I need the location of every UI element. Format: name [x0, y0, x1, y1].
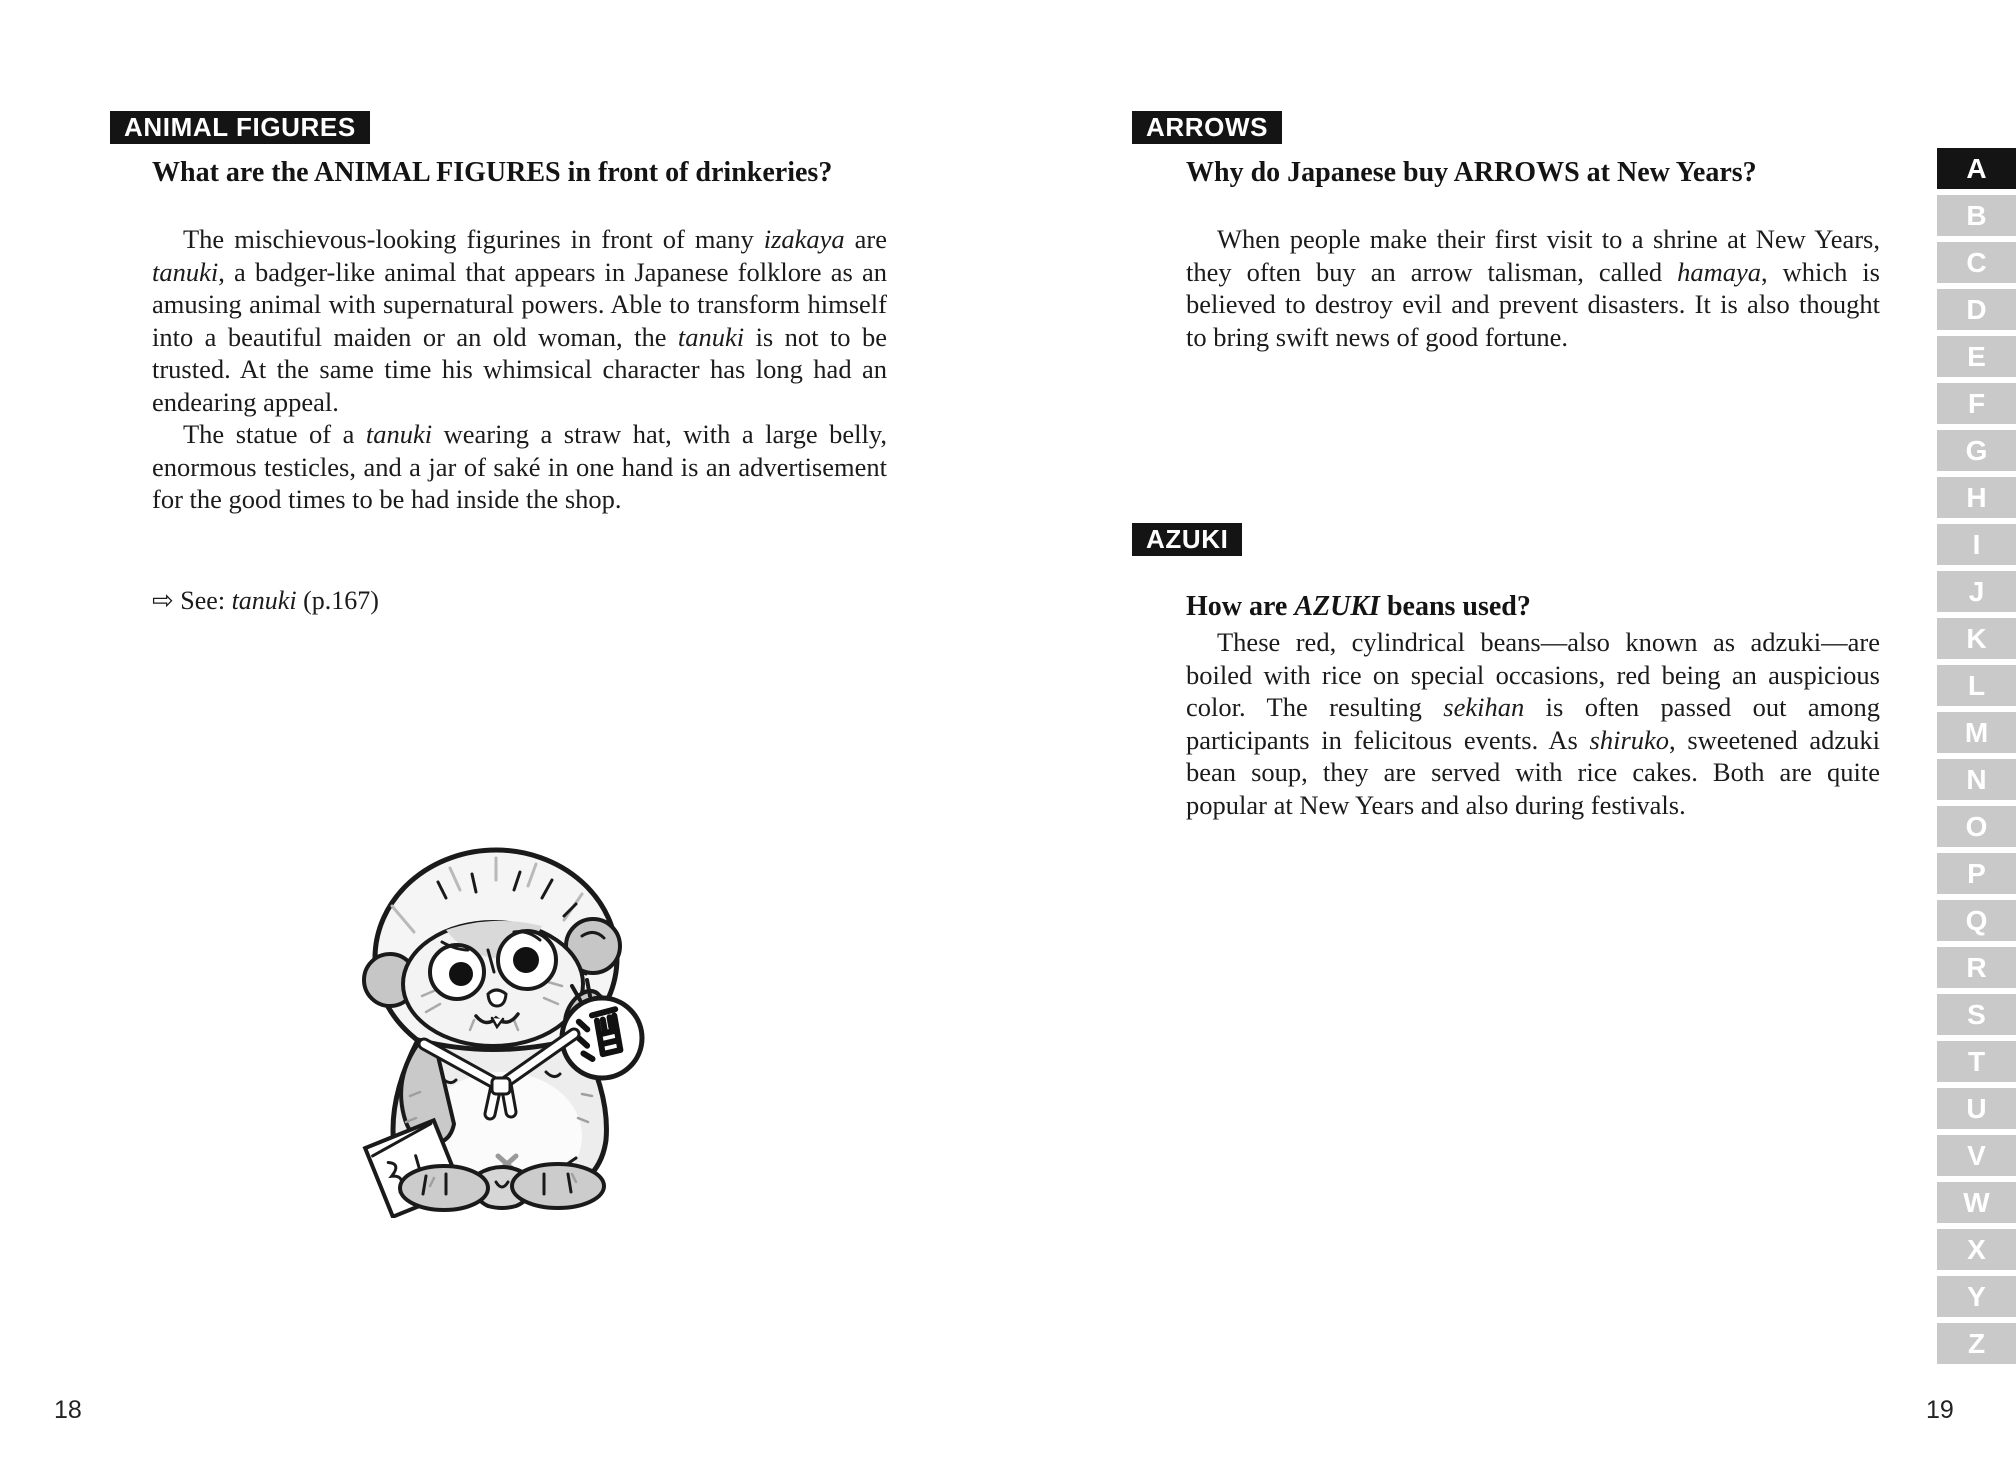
alphabet-tab-e[interactable]: E	[1937, 336, 2016, 377]
alphabet-tab-t[interactable]: T	[1937, 1041, 2016, 1082]
alphabet-tab-j[interactable]: J	[1937, 571, 2016, 612]
alphabet-tab-y[interactable]: Y	[1937, 1276, 2016, 1317]
question-animal-figures: What are the ANIMAL FIGURES in front of drinkeries?	[152, 157, 833, 188]
alphabet-tab-m[interactable]: M	[1937, 712, 2016, 753]
tanuki-illustration	[330, 846, 660, 1218]
alphabet-tab-n[interactable]: N	[1937, 759, 2016, 800]
paragraph: These red, cylindrical beans—also known as adzuki—are boiled with rice on special occasions, red being an auspicious color. The resulting sekihan is often passed out among participants in felicitous events. As shiruko, sweetened adzuki bean soup, they are served with rice cakes. Both are quite popular at New Years and also during festivals.	[1186, 627, 1880, 820]
alphabet-tab-d[interactable]: D	[1937, 289, 2016, 330]
alphabet-tab-r[interactable]: R	[1937, 947, 2016, 988]
body-animal-figures	[152, 223, 887, 516]
alphabet-tab-q[interactable]: Q	[1937, 900, 2016, 941]
see-reference: ⇨ See: tanuki (p.167)	[152, 586, 379, 615]
body-arrows	[1186, 223, 1880, 353]
alphabet-tab-w[interactable]: W	[1937, 1182, 2016, 1223]
alphabet-tab-x[interactable]: X	[1937, 1229, 2016, 1270]
paragraph: The mischievous-looking figurines in front of many izakaya are tanuki, a badger-like animal that appears in Japanese folklore as an amusing animal with supernatural powers. Able to transform himself into a beautiful maiden or an old woman, the tanuki is not to be trusted. At the same time his whimsical character has long had an endearing appeal.	[152, 224, 887, 417]
alphabet-tab-l[interactable]: L	[1937, 665, 2016, 706]
section-label-arrows: ARROWS	[1132, 111, 1282, 144]
question-azuki: How are AZUKI beans used?	[1186, 591, 1531, 622]
alphabet-tab-o[interactable]: O	[1937, 806, 2016, 847]
page-number-right: 19	[1926, 1396, 1954, 1424]
alphabet-tab-h[interactable]: H	[1937, 477, 2016, 518]
alphabet-tab-a[interactable]: A	[1937, 148, 2016, 189]
alphabet-tab-p[interactable]: P	[1937, 853, 2016, 894]
alphabet-tab-z[interactable]: Z	[1937, 1323, 2016, 1364]
alphabet-tab-k[interactable]: K	[1937, 618, 2016, 659]
question-arrows: Why do Japanese buy ARROWS at New Years?	[1186, 157, 1757, 188]
alphabet-tab-i[interactable]: I	[1937, 524, 2016, 565]
paragraph: When people make their first visit to a shrine at New Years, they often buy an arrow talisman, called hamaya, which is believed to destroy evil and prevent disasters. It is also thought to bring swift news of good fortune.	[1186, 224, 1880, 352]
section-label-animal-figures: ANIMAL FIGURES	[110, 111, 370, 144]
alphabet-tab-v[interactable]: V	[1937, 1135, 2016, 1176]
body-azuki	[1186, 626, 1880, 821]
page-number-left: 18	[54, 1396, 82, 1424]
alphabet-index	[1937, 148, 2016, 1370]
section-label-azuki: AZUKI	[1132, 523, 1242, 556]
alphabet-tab-u[interactable]: U	[1937, 1088, 2016, 1129]
alphabet-tab-c[interactable]: C	[1937, 242, 2016, 283]
paragraph: The statue of a tanuki wearing a straw hat, with a large belly, enormous testicles, and a jar of saké in one hand is an advertisement for the good times to be had inside the shop.	[152, 419, 887, 514]
alphabet-tab-b[interactable]: B	[1937, 195, 2016, 236]
alphabet-tab-g[interactable]: G	[1937, 430, 2016, 471]
alphabet-tab-s[interactable]: S	[1937, 994, 2016, 1035]
alphabet-tab-f[interactable]: F	[1937, 383, 2016, 424]
